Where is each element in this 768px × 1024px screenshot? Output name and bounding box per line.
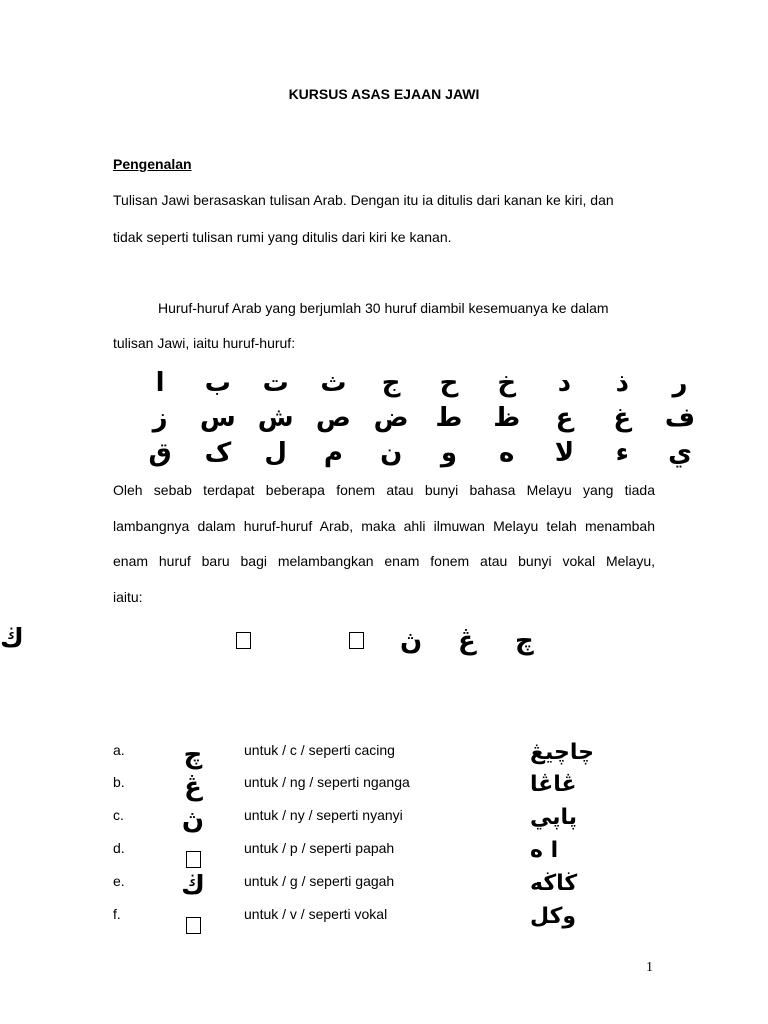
paragraph-line: enam huruf baru bagi melambangkan enam fonem atau bunyi vokal Melayu,	[113, 553, 655, 569]
list-description: untuk / g / seperti gagah	[244, 873, 395, 889]
list-example-word: ڬاڬه	[530, 871, 578, 896]
new-letter-nga: ڠ	[458, 626, 476, 656]
missing-glyph-box	[236, 632, 251, 650]
page-number: 1	[646, 960, 653, 975]
new-letter-ca: چ	[515, 626, 534, 656]
arabic-letter: و	[440, 438, 458, 468]
intro-line-2: tidak seperti tulisan rumi yang ditulis dari kiri ke kanan.	[113, 229, 452, 245]
list-marker: a.	[113, 742, 125, 758]
arabic-letter: ء	[615, 438, 629, 468]
list-description: untuk / c / seperti cacing	[244, 742, 395, 758]
arabic-letter: ت	[262, 368, 289, 398]
list-description: untuk / ng / seperti nganga	[244, 774, 410, 790]
section-heading: Pengenalan	[113, 156, 192, 172]
arabic-letter: ف	[664, 403, 696, 433]
list-example-word: ڠاڠا	[530, 772, 577, 797]
arabic-letter-row	[140, 368, 700, 398]
list-glyph	[178, 844, 208, 874]
paragraph-line: Oleh sebab terdapat beberapa fonem atau bunyi bahasa Melayu yang tiada	[113, 482, 655, 498]
arabic-letter: س	[199, 403, 236, 433]
arabic-letter: ش	[257, 403, 294, 433]
new-letter-ga-edge: ڬ	[0, 624, 24, 654]
arabic-letter: ض	[373, 403, 409, 433]
arabic-letter: م	[323, 438, 343, 468]
arabic-letter: خ	[497, 368, 517, 398]
intro-line-1: Tulisan Jawi berasaskan tulisan Arab. Dengan itu ia ditulis dari kanan ke kiri, dan	[113, 192, 614, 208]
list-marker: b.	[113, 774, 125, 790]
arabic-letter: ک	[204, 438, 232, 468]
arabic-letter: ح	[439, 368, 459, 398]
list-marker: e.	[113, 873, 125, 889]
arabic-letter: ط	[435, 403, 463, 433]
list-marker: c.	[113, 807, 124, 823]
list-description: untuk / p / seperti papah	[244, 840, 395, 856]
list-description: untuk / ny / seperti nyanyi	[244, 807, 403, 823]
para2-line-1: Huruf-huruf Arab yang berjumlah 30 huruf diambil kesemuanya ke dalam	[158, 300, 609, 316]
list-example-word: ڽاڽي	[530, 805, 578, 830]
arabic-letter: ا	[155, 368, 165, 398]
arabic-letter: لا	[554, 438, 575, 468]
arabic-letter-row	[140, 438, 700, 468]
arabic-letter: ل	[264, 438, 287, 468]
arabic-letter: ز	[152, 403, 168, 433]
arabic-letter: ج	[381, 368, 401, 398]
arabic-letter-row	[140, 403, 700, 433]
list-glyph: ڽ	[181, 805, 205, 835]
list-example-word: وکل	[530, 904, 577, 929]
list-marker: d.	[113, 840, 125, 856]
page-title: KURSUS ASAS EJAAN JAWI	[288, 86, 480, 102]
arabic-letter: ي	[668, 438, 692, 468]
paragraph-line: iaitu:	[113, 589, 143, 605]
paragraph-line: lambangnya dalam huruf-huruf Arab, maka ahli ilmuwan Melayu telah menambah	[113, 518, 655, 534]
list-marker: f.	[113, 906, 121, 922]
arabic-letter: ص	[315, 403, 351, 433]
para2-line-2: tulisan Jawi, iaitu huruf-huruf:	[113, 335, 296, 351]
arabic-letter: ظ	[493, 403, 521, 433]
arabic-letter: ذ	[615, 368, 629, 398]
list-description: untuk / v / seperti vokal	[244, 906, 388, 922]
arabic-letter: ث	[320, 368, 347, 398]
arabic-letter: ر	[672, 368, 688, 398]
arabic-letter: ق	[148, 438, 172, 468]
new-letter-nya: ڽ	[400, 626, 423, 656]
arabic-letter: غ	[613, 403, 632, 433]
list-example-word: ا ه	[530, 838, 559, 863]
arabic-letter: د	[557, 368, 572, 398]
list-glyph: ڬ	[181, 871, 205, 901]
list-glyph: ڠ	[184, 772, 202, 802]
list-glyph	[178, 910, 208, 940]
arabic-letter: ه	[499, 438, 515, 468]
arabic-letter: ع	[555, 403, 574, 433]
arabic-letter: ن	[380, 438, 403, 468]
list-glyph: چ	[183, 740, 203, 770]
list-example-word: چاچيڠ	[530, 740, 594, 765]
arabic-letter: ب	[204, 368, 231, 398]
missing-glyph-box	[349, 632, 364, 650]
missing-glyph-box	[186, 851, 201, 868]
missing-glyph-box	[186, 917, 201, 934]
